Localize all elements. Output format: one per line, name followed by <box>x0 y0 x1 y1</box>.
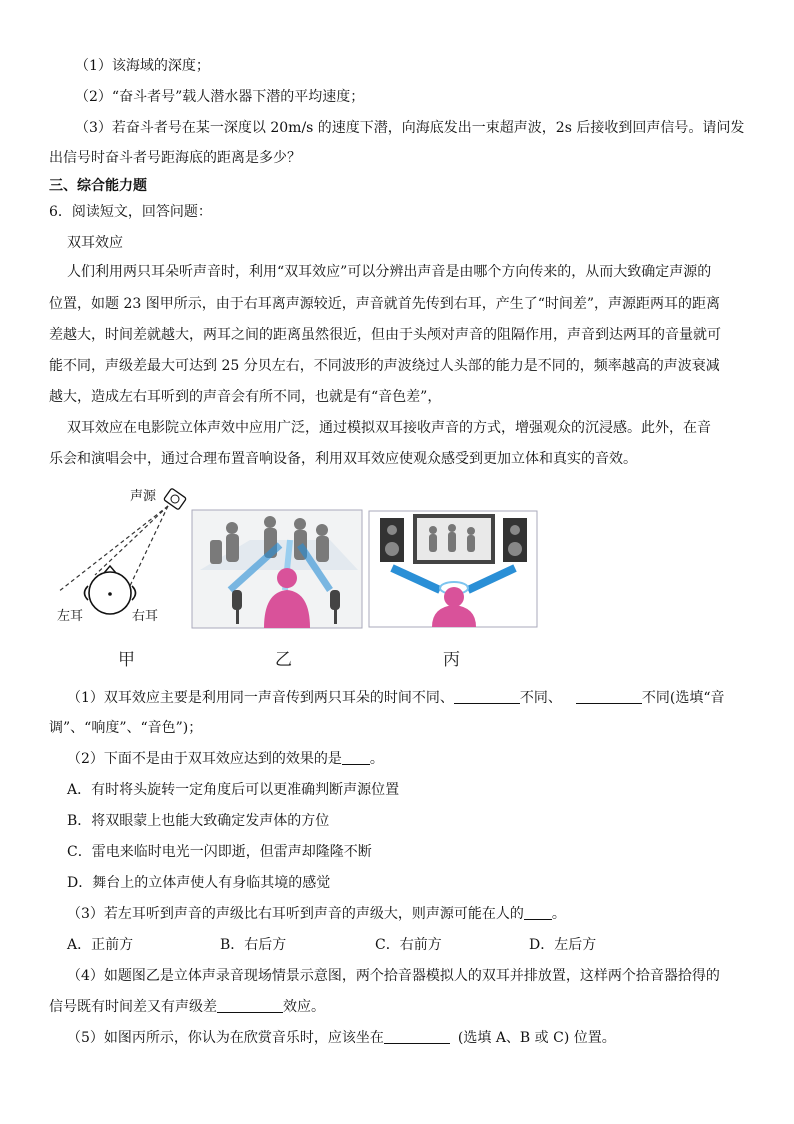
subquestion-5-text: (选填 A、B 或 C) 位置。 <box>457 1030 616 1046</box>
screen-icon <box>413 514 495 564</box>
option-c: C．雷电来临时电光一闪即逝，但雷声却隆隆不断 <box>67 844 372 860</box>
option-d: D．左后方 <box>529 937 597 953</box>
paragraph-line: 位置，如题 23 图甲所示，由于右耳离声源较近，声音就首先传到右耳，产生了“时间差”，声源距两耳的距离 <box>49 296 721 312</box>
subquestion-3 <box>67 905 566 923</box>
right-ear-label: 右耳 <box>132 609 159 624</box>
subquestion-4-cont <box>49 998 325 1016</box>
answer-blank[interactable] <box>217 998 283 1013</box>
subquestion-1 <box>67 689 725 707</box>
paragraph-line: 差越大，时间差就越大，两耳之间的距离虽然很近，但由于头颅对声音的阻隔作用，声音到达两耳的音量就可 <box>49 327 721 343</box>
subquestion-4-text: 信号既有时间差又有声级差 <box>49 999 217 1015</box>
binaural-figure <box>0 480 794 645</box>
caption-b: 乙 <box>275 650 292 670</box>
caption-a: 甲 <box>118 650 135 670</box>
left-ear-label: 左耳 <box>57 609 84 624</box>
subquestion-1-cont: 调”、“响度”、“音色”)； <box>49 720 203 736</box>
figure-b-recording-scene <box>192 510 362 628</box>
subquestion-1-text: 不同、 <box>519 690 562 706</box>
caption-c: 丙 <box>443 650 460 670</box>
subquestion-3-end: 。 <box>551 906 566 922</box>
figure-c-home-theater <box>369 511 537 627</box>
subquestion-4-text: 效应。 <box>283 999 325 1015</box>
answer-blank[interactable] <box>524 905 552 920</box>
answer-blank[interactable] <box>576 689 642 704</box>
subquestion-2-end: 。 <box>369 751 384 767</box>
figure-a-head-diagram <box>57 488 186 624</box>
q5-part1: （1）该海域的深度； <box>75 58 210 74</box>
article-title: 双耳效应 <box>67 235 123 251</box>
subquestion-5 <box>67 1029 616 1047</box>
option-a: A．有时将头旋转一定角度后可以更准确判断声源位置 <box>67 782 400 798</box>
option-d: D．舞台上的立体声使人有身临其境的感觉 <box>67 875 331 891</box>
option-b: B．将双眼蒙上也能大致确定发声体的方位 <box>67 813 330 829</box>
subquestion-1-text: （1）双耳效应主要是利用同一声音传到两只耳朵的时间不同、 <box>67 690 454 706</box>
subquestion-4: （4）如题图乙是立体声录音现场情景示意图，两个拾音器模拟人的双耳并排放置，这样两个拾音器拾得的 <box>67 968 720 984</box>
answer-blank[interactable] <box>454 689 520 704</box>
q5-part3: （3）若奋斗者号在某一深度以 20m/s 的速度下潜，向海底发出一束超声波，2s 后接收到回声信号。请问发 <box>75 120 745 136</box>
paragraph-line: 能不同，声级差最大可达到 25 分贝左右，不同波形的声波绕过人头部的能力是不同的，频率越高的声波衰减 <box>49 358 720 374</box>
answer-blank[interactable] <box>384 1029 450 1044</box>
paragraph-line: 人们利用两只耳朵听声音时，利用“双耳效应”可以分辨出声音是由哪个方向传来的，从而大致确定声源的 <box>67 264 712 280</box>
head-icon <box>85 566 136 614</box>
subquestion-2 <box>67 750 384 768</box>
q6-stem: 6．阅读短文，回答问题： <box>49 204 212 220</box>
paragraph-line: 乐会和演唱会中，通过合理布置音响设备，利用双耳效应使观众感受到更加立体和真实的音效。 <box>49 451 637 467</box>
option-a: A．正前方 <box>67 937 134 953</box>
q5-part2: （2）“奋斗者号”载人潜水器下潜的平均速度； <box>75 89 365 105</box>
subquestion-1-text: 不同(选填“音 <box>641 690 725 706</box>
subquestion-2-text: （2）下面不是由于双耳效应达到的效果的是 <box>67 751 342 767</box>
subquestion-3-text: （3）若左耳听到声音的声级比右耳听到声音的声级大，则声源可能在人的 <box>67 906 524 922</box>
source-label: 声源 <box>130 489 157 504</box>
q5-part3-cont: 出信号时奋斗者号距海底的距离是多少？ <box>49 150 301 166</box>
option-b: B．右后方 <box>220 937 287 953</box>
option-c: C．右前方 <box>375 937 442 953</box>
section-title: 三、综合能力题 <box>49 178 147 194</box>
paragraph-line: 越大，造成左右耳听到的声音会有所不同，也就是有“音色差”， <box>49 389 442 405</box>
subquestion-5-text: （5）如图丙所示，你认为在欣赏音乐时，应该坐在 <box>67 1030 384 1046</box>
answer-blank[interactable] <box>342 750 370 765</box>
paragraph-line: 双耳效应在电影院立体声效中应用广泛，通过模拟双耳接收声音的方式，增强观众的沉浸感。此外，在音 <box>67 420 711 436</box>
